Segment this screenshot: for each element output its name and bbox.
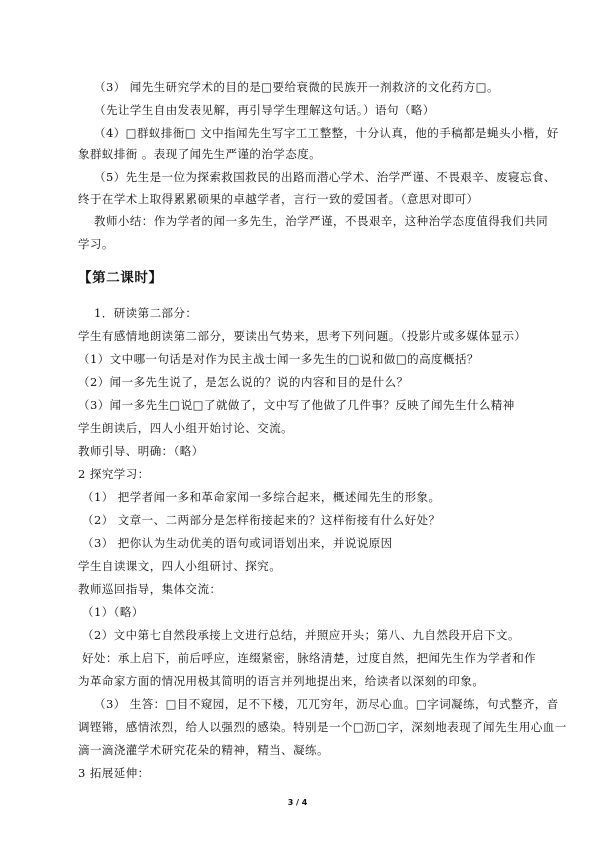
text-line: 学习。 — [78, 237, 114, 251]
text-line: （1） 把学者闻一多和革命家闻一多综合起来，概述闻先生的形象。 — [82, 490, 441, 504]
text-line: 调铿锵，感情浓烈，给人以强烈的感染。特别是一个□沥□字，深刻地表现了闻先生用心血一 — [78, 720, 567, 734]
text-line: （5）先生是一位为探索救国救民的出路而潜心学术、治学严谨、不畏艰辛、废寝忘食、 — [94, 170, 556, 184]
text-line: 3 拓展延伸： — [78, 766, 150, 780]
text-line: 1．研读第二部分： — [94, 306, 198, 320]
text-line: 2 探究学习： — [78, 467, 150, 481]
text-line: 象群蚁排衙 。表现了闻先生严谨的治学态度。 — [78, 147, 322, 161]
text-line: （2）文中第七自然段承接上文进行总结，并照应开头；第八、九自然段开启下文。 — [82, 628, 520, 642]
text-line: （3）闻一多先生□说□了就做了，文中写了他做了几件事？反映了闻先生什么精神 — [78, 398, 515, 412]
text-line: （2） 文章一、二两部分是怎样衔接起来的？这样衔接有什么好处？ — [82, 513, 441, 527]
text-line: 为革命家方面的情况用极其简明的语言并列地提出来，给读者以深刻的印象。 — [78, 674, 485, 688]
text-line: 学生朗读后，四人小组开始讨论、交流。 — [78, 421, 294, 435]
text-line: （先让学生自由发表见解，再引导学生理解这句话。）语句（略） — [94, 103, 435, 117]
text-line: 教师小结：作为学者的闻一多先生，治学严谨，不畏艰辛，这种治学态度值得我们共同 — [94, 214, 549, 228]
page-number: 3 / 4 — [287, 798, 308, 807]
text-line: （4）□群蚁排衙□ 文中指闻先生写字工工整整，十分认真，他的手稿都是蝇头小楷，好 — [94, 126, 559, 140]
text-line: 好处：承上启下，前后呼应，连缀紧密，脉络清楚，过度自然，把闻先生作为学者和作 — [82, 651, 537, 665]
text-line: 终于在学术上取得累累硕果的卓越学者，言行一致的爱国者。（意思对即可） — [78, 192, 479, 206]
text-line: （1）文中哪一句话是对作为民主战士闻一多先生的□说和做□的高度概括？ — [78, 352, 479, 366]
text-line: （1）（略） — [82, 605, 144, 619]
text-line: 教师巡回指导，集体交流： — [78, 582, 222, 596]
text-line: （3） 把你认为生动优美的语句或词语划出来，并说说原因 — [82, 536, 393, 550]
text-line: 学生有感情地朗读第二部分，要读出气势来，思考下列问题。（投影片或多媒体显示） — [78, 329, 527, 343]
text-line: 教师引导、明确：（略） — [78, 444, 204, 458]
text-line: （3） 生答：□目不窥园，足不下楼，兀兀穷年，沥尽心血。□字词凝练，句式整齐，音 — [94, 697, 559, 711]
text-line: 学生自读课文，四人小组研讨、探究。 — [78, 559, 282, 573]
text-line: 滴一滴浇灌学术研究花朵的精神，精当、凝练。 — [78, 743, 329, 757]
text-line: （3） 闻先生研究学术的目的是□要给衰微的民族开一剂救济的文化药方□。 — [94, 80, 499, 94]
lesson-heading: 【第二课时】 — [78, 270, 163, 286]
text-line: （2）闻一多先生说了，是怎么说的？说的内容和目的是什么？ — [78, 375, 409, 389]
